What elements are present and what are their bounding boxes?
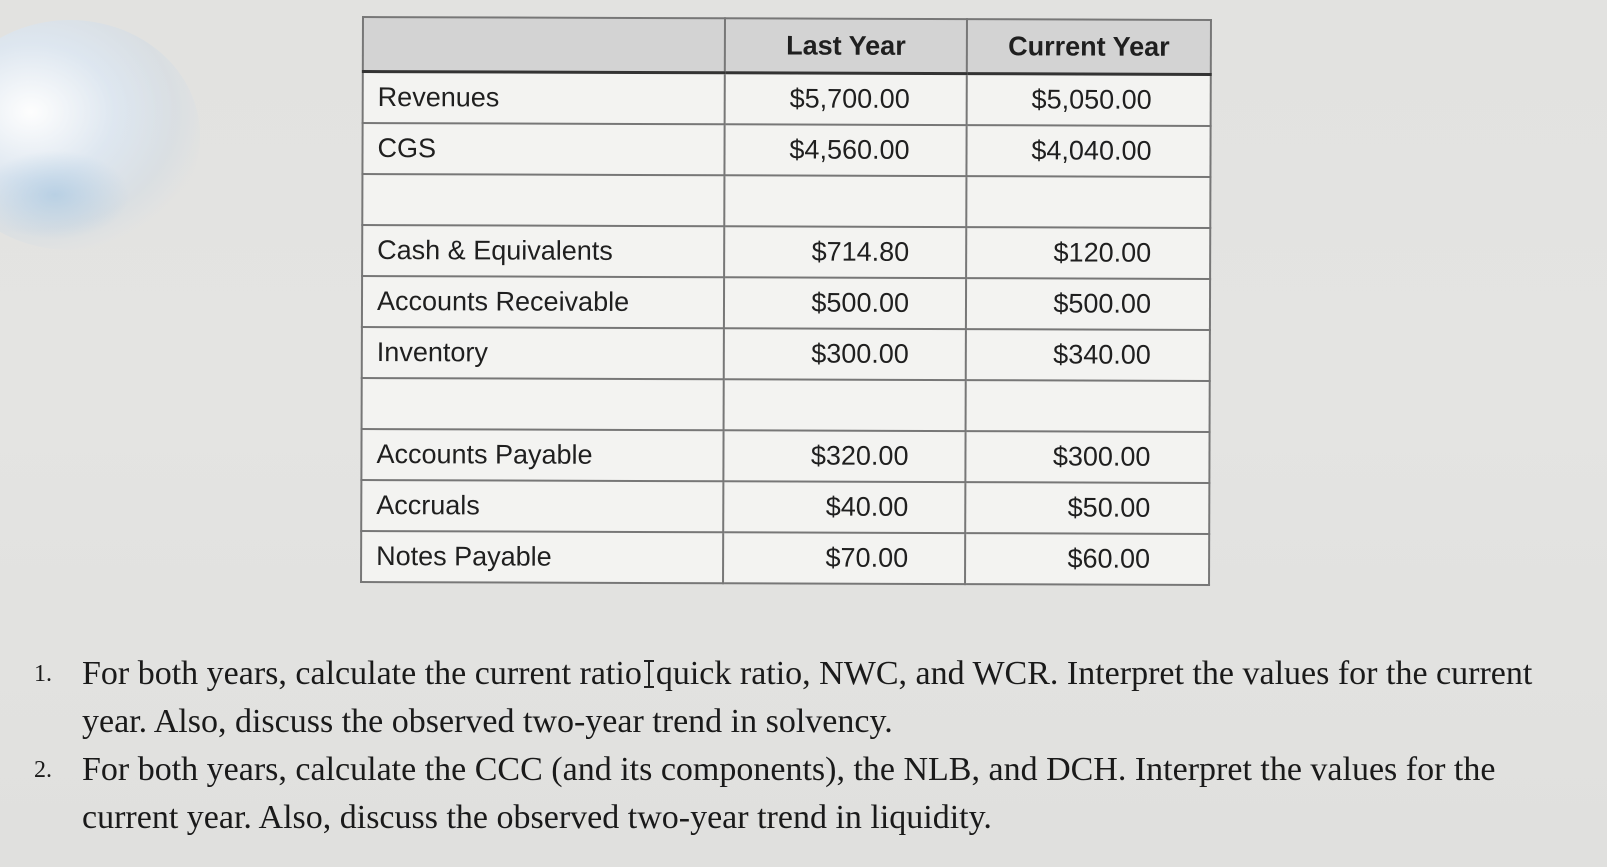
current-year-value	[966, 176, 1210, 228]
last-year-value: $40.00	[723, 481, 965, 533]
table-row	[362, 225, 1210, 279]
row-label: Notes Payable	[361, 531, 723, 583]
current-year-value: $50.00	[965, 482, 1209, 534]
question-list	[34, 650, 1600, 842]
header-blank	[363, 17, 725, 73]
row-label: CGS	[362, 123, 724, 175]
last-year-value	[724, 175, 966, 227]
last-year-value: $5,700.00	[725, 73, 967, 125]
question-text-part-1: For both years, calculate the current ratio	[82, 655, 642, 692]
screen-glare-secondary	[0, 150, 130, 240]
last-year-value: $320.00	[723, 430, 965, 482]
current-year-value: $60.00	[965, 533, 1209, 585]
row-label	[362, 174, 724, 226]
last-year-value: $300.00	[724, 328, 966, 380]
table-row	[362, 123, 1210, 177]
row-label: Inventory	[362, 327, 724, 379]
current-year-value	[966, 380, 1210, 432]
last-year-value: $714.80	[724, 226, 966, 278]
i-beam-cursor-icon	[644, 660, 654, 688]
row-label	[362, 378, 724, 430]
question-text: For both years, calculate the CCC (and its components), the NLB, and DCH. Interpret the values for the current year. Also, discuss the observed two-year trend in liquidity.	[82, 751, 1496, 836]
table-row-blank	[362, 378, 1210, 432]
table-row	[361, 480, 1209, 534]
last-year-value: $4,560.00	[725, 124, 967, 176]
row-label: Accruals	[361, 480, 723, 532]
question-text-part-2: quick ratio, NWC, and WCR. Interpret the values for the current year. Also, discuss the observed two-year trend in solvency.	[82, 655, 1533, 740]
header-current-year: Current Year	[967, 19, 1211, 74]
table-row	[361, 531, 1209, 585]
table-header-row	[363, 17, 1211, 74]
screen-glare	[0, 20, 200, 250]
current-year-value: $120.00	[966, 227, 1210, 279]
table-row-blank	[362, 174, 1210, 228]
table-row	[362, 276, 1210, 330]
last-year-value: $70.00	[723, 532, 965, 584]
table-row	[361, 429, 1209, 483]
current-year-value: $340.00	[966, 329, 1210, 381]
question-number: 2.	[34, 757, 52, 783]
row-label: Accounts Payable	[361, 429, 723, 481]
current-year-value: $500.00	[966, 278, 1210, 330]
current-year-value: $300.00	[965, 431, 1209, 483]
row-label: Cash & Equivalents	[362, 225, 724, 277]
last-year-value: $500.00	[724, 277, 966, 329]
table-row	[363, 72, 1211, 126]
question-number: 1.	[34, 661, 52, 687]
current-year-value: $5,050.00	[967, 74, 1211, 126]
current-year-value: $4,040.00	[966, 125, 1210, 177]
table-row	[362, 327, 1210, 381]
last-year-value	[724, 379, 966, 431]
question-item	[34, 650, 1600, 746]
row-label: Revenues	[363, 72, 725, 125]
row-label: Accounts Receivable	[362, 276, 724, 328]
question-item	[34, 746, 1600, 842]
header-last-year: Last Year	[725, 18, 967, 73]
financial-data-table	[360, 16, 1212, 586]
